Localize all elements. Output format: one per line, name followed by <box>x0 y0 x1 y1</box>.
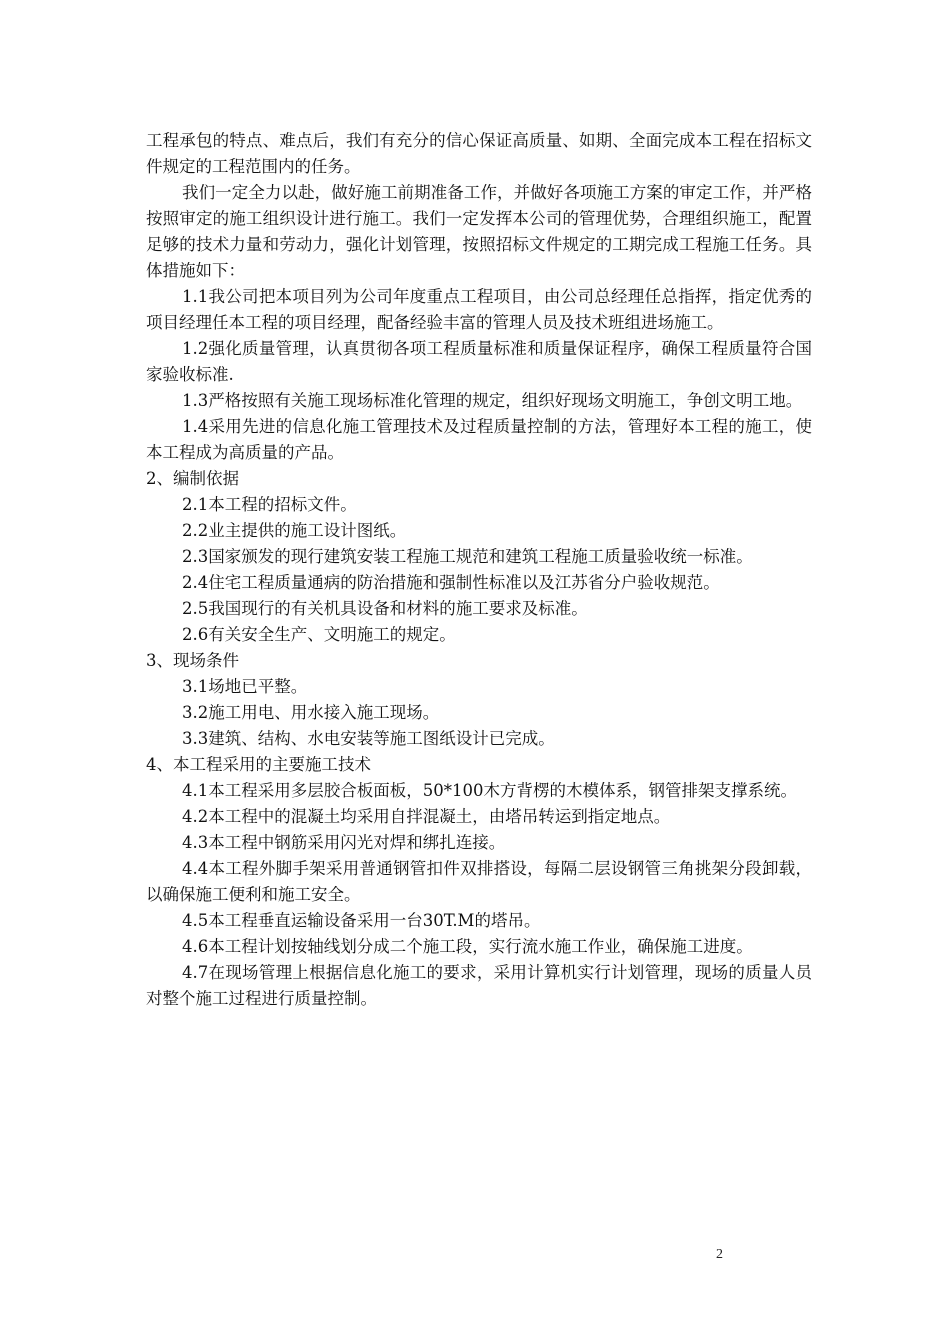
paragraph: 1.1我公司把本项目列为公司年度重点工程项目，由公司总经理任总指挥，指定优秀的项目经理任本工程的项目经理，配备经验丰富的管理人员及技术班组进场施工。 <box>146 287 812 332</box>
paragraph: 4.4本工程外脚手架采用普通钢管扣件双排搭设，每隔二层设钢管三角挑架分段卸载，以确保施工便利和施工安全。 <box>146 859 812 904</box>
page-number: 2 <box>716 1247 723 1262</box>
paragraph: 3.1场地已平整。 <box>182 677 308 696</box>
paragraph: 4.1本工程采用多层胶合板面板，50*100木方背楞的木模体系，钢管排架支撑系统。 <box>182 781 797 800</box>
paragraph: 工程承包的特点、难点后，我们有充分的信心保证高质量、如期、全面完成本工程在招标文件规定的工程范围内的任务。 <box>146 131 812 176</box>
paragraph: 3.3建筑、结构、水电安装等施工图纸设计已完成。 <box>182 729 555 748</box>
section-heading: 3、现场条件 <box>146 651 239 670</box>
paragraph: 2.6有关安全生产、文明施工的规定。 <box>182 625 456 644</box>
paragraph: 4.3本工程中钢筋采用闪光对焊和绑扎连接。 <box>182 833 506 852</box>
paragraph: 2.1本工程的招标文件。 <box>182 495 357 514</box>
paragraph: 1.3严格按照有关施工现场标准化管理的规定，组织好现场文明施工，争创文明工地。 <box>182 391 803 410</box>
section-heading: 4、本工程采用的主要施工技术 <box>146 755 371 774</box>
paragraph: 我们一定全力以赴，做好施工前期准备工作，并做好各项施工方案的审定工作，并严格按照审定的施工组织设计进行施工。我们一定发挥本公司的管理优势，合理组织施工，配置足够的技术力量和劳动力，强化计划管理，按照招标文件规定的工期完成工程施工任务。具体措施如下： <box>146 183 812 280</box>
paragraph: 1.4采用先进的信息化施工管理技术及过程质量控制的方法，管理好本工程的施工，使本工程成为高质量的产品。 <box>146 417 812 462</box>
paragraph: 2.4住宅工程质量通病的防治措施和强制性标准以及江苏省分户验收规范。 <box>182 573 720 592</box>
paragraph: 1.2强化质量管理，认真贯彻各项工程质量标准和质量保证程序，确保工程质量符合国家验收标准. <box>146 339 812 384</box>
paragraph: 4.6本工程计划按轴线划分成二个施工段，实行流水施工作业，确保施工进度。 <box>182 937 753 956</box>
document-body <box>146 128 812 1012</box>
paragraph: 4.2本工程中的混凝土均采用自拌混凝土，由塔吊转运到指定地点。 <box>182 807 671 826</box>
paragraph: 2.3国家颁发的现行建筑安装工程施工规范和建筑工程施工质量验收统一标准。 <box>182 547 753 566</box>
paragraph: 4.7在现场管理上根据信息化施工的要求，采用计算机实行计划管理，现场的质量人员对整个施工过程进行质量控制。 <box>146 963 812 1008</box>
paragraph: 4.5本工程垂直运输设备采用一台30T.M的塔吊。 <box>182 911 541 930</box>
paragraph: 3.2施工用电、用水接入施工现场。 <box>182 703 440 722</box>
paragraph: 2.2业主提供的施工设计图纸。 <box>182 521 407 540</box>
paragraph: 2.5我国现行的有关机具设备和材料的施工要求及标准。 <box>182 599 588 618</box>
section-heading: 2、编制依据 <box>146 469 239 488</box>
